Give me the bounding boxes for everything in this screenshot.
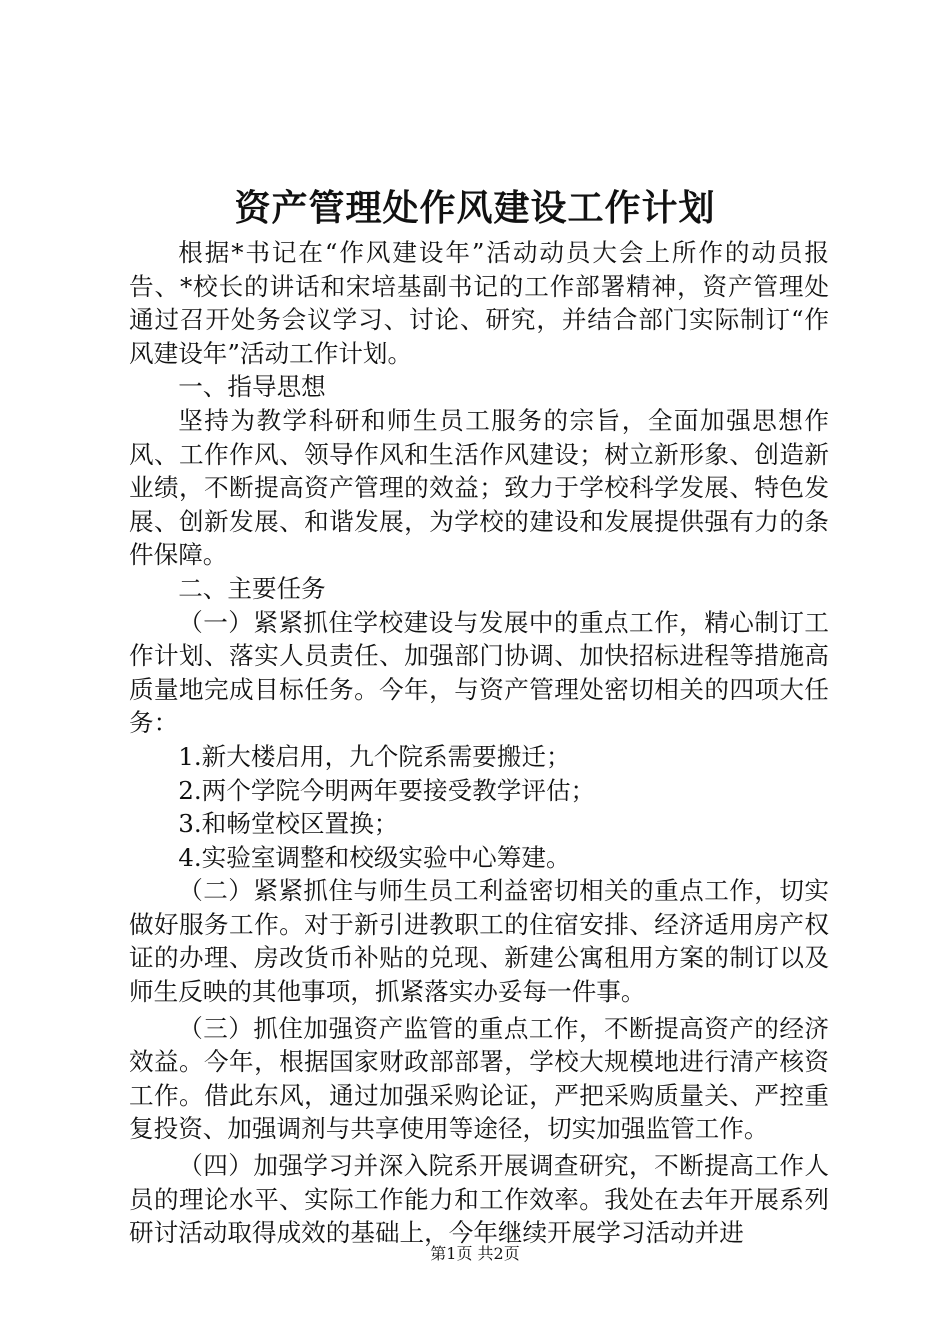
list-item-1: 1.新大楼启用，九个院系需要搬迁；: [178, 741, 571, 771]
document-body: [129, 236, 829, 1250]
section-heading-main-tasks: 二、主要任务: [178, 573, 326, 603]
paragraph-task-2: （二）紧紧抓住与师生员工利益密切相关的重点工作，切实做好服务工作。对于新引进教职工的住宿安排、经济适用房产权证的办理、房改货币补贴的兑现、新建公寓租用方案的制订以及师生反映的其他事项，抓紧落实办妥每一件事。: [129, 876, 829, 1007]
list-item-4: 4.实验室调整和校级实验中心筹建。: [178, 842, 571, 872]
section-heading-guiding-thought: 一、指导思想: [178, 372, 326, 402]
paragraph-task-1: （一）紧紧抓住学校建设与发展中的重点工作，精心制订工作计划、落实人员责任、加强部门协调、加快招标进程等措施高质量地完成目标任务。今年，与资产管理处密切相关的四项大任务：: [129, 607, 829, 738]
paragraph-intro: 根据*书记在“作风建设年”活动动员大会上所作的动员报告、*校长的讲话和宋培基副书记的工作部署精神，资产管理处通过召开处务会议学习、讨论、研究，并结合部门实际制订“作风建设年”活动工作计划。: [129, 238, 829, 368]
document-title: 资产管理处作风建设工作计划: [234, 187, 716, 229]
paragraph-guiding-thought: 坚持为教学科研和师生员工服务的宗旨，全面加强思想作风、工作作风、领导作风和生活作风建设；树立新形象、创造新业绩，不断提高资产管理的效益；致力于学校科学发展、特色发展、创新发展、和谐发展，为学校的建设和发展提供强有力的条件保障。: [129, 405, 829, 570]
paragraph-task-3: （三）抓住加强资产监管的重点工作，不断提高资产的经济效益。今年，根据国家财政部部署，学校大规模地进行清产核资工作。借此东风，通过加强采购论证，严把采购质量关、严控重复投资、加强调剂与共享使用等途径，切实加强监管工作。: [129, 1013, 829, 1144]
list-item-2: 2.两个学院今明两年要接受教学评估；: [178, 775, 596, 805]
paragraph-task-4: （四）加强学习并深入院系开展调查研究，不断提高工作人员的理论水平、实际工作能力和工作效率。我处在去年开展系列研讨活动取得成效的基础上，今年继续开展学习活动并进: [129, 1151, 829, 1248]
page-footer: 第1页 共2页: [430, 1244, 520, 1263]
list-item-3: 3.和畅堂校区置换；: [178, 809, 399, 839]
